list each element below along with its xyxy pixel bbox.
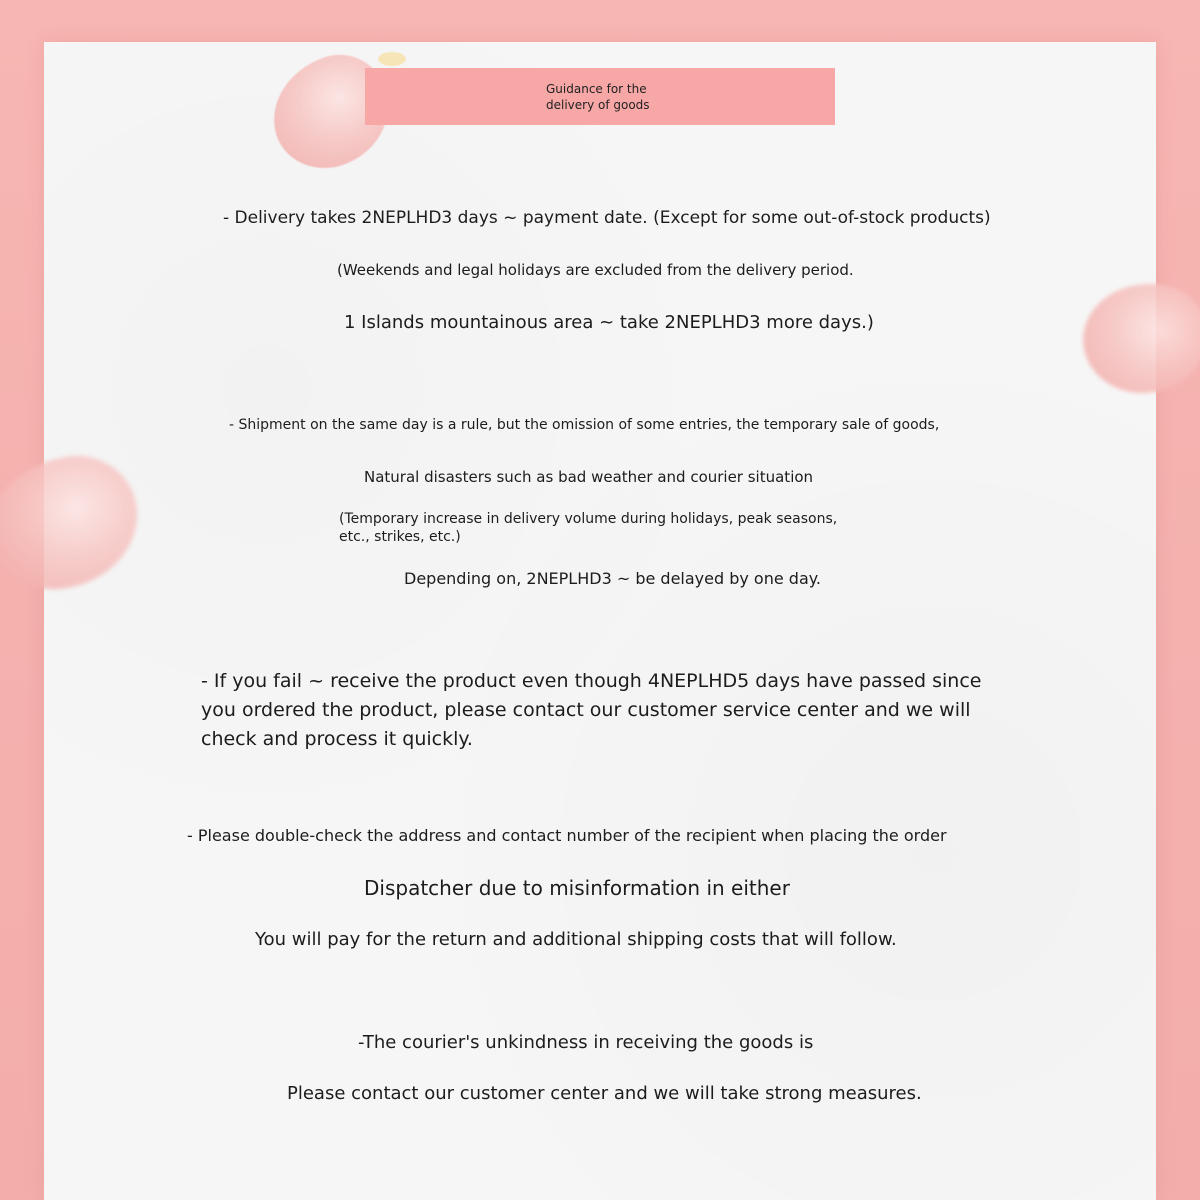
address-line-3: You will pay for the return and additional shipping costs that will follow. [255,929,897,950]
delivery-line-3: 1 Islands mountainous area ~ take 2NEPLHD3 more days.) [344,312,874,333]
shipment-line-1: - Shipment on the same day is a rule, but the omission of some entries, the temporary sale of goods, [229,417,940,433]
header-banner [365,68,835,125]
courier-line-2: Please contact our customer center and we will take strong measures. [287,1083,922,1104]
delivery-line-2: (Weekends and legal holidays are excluded from the delivery period. [337,261,854,279]
shipment-line-2: Natural disasters such as bad weather and courier situation [364,468,814,486]
page-title: Guidance for the delivery of goods [546,81,650,112]
shipment-line-3: (Temporary increase in delivery volume during holidays, peak seasons, etc., strikes, etc.) [339,511,838,545]
courier-line-1: -The courier's unkindness in receiving the goods is [358,1032,814,1053]
receive-paragraph: - If you fail ~ receive the product even though 4NEPLHD5 days have passed since you ordered the product, please contact our customer service center and we will check and process it quickly. [201,670,982,750]
delivery-line-1: - Delivery takes 2NEPLHD3 days ~ payment date. (Except for some out-of-stock products) [223,208,991,228]
shipment-line-4: Depending on, 2NEPLHD3 ~ be delayed by one day. [404,569,822,588]
petal-stem-icon [378,52,406,66]
address-line-2: Dispatcher due to misinformation in either [364,876,790,900]
address-line-1: - Please double-check the address and contact number of the recipient when placing the order [187,826,947,845]
